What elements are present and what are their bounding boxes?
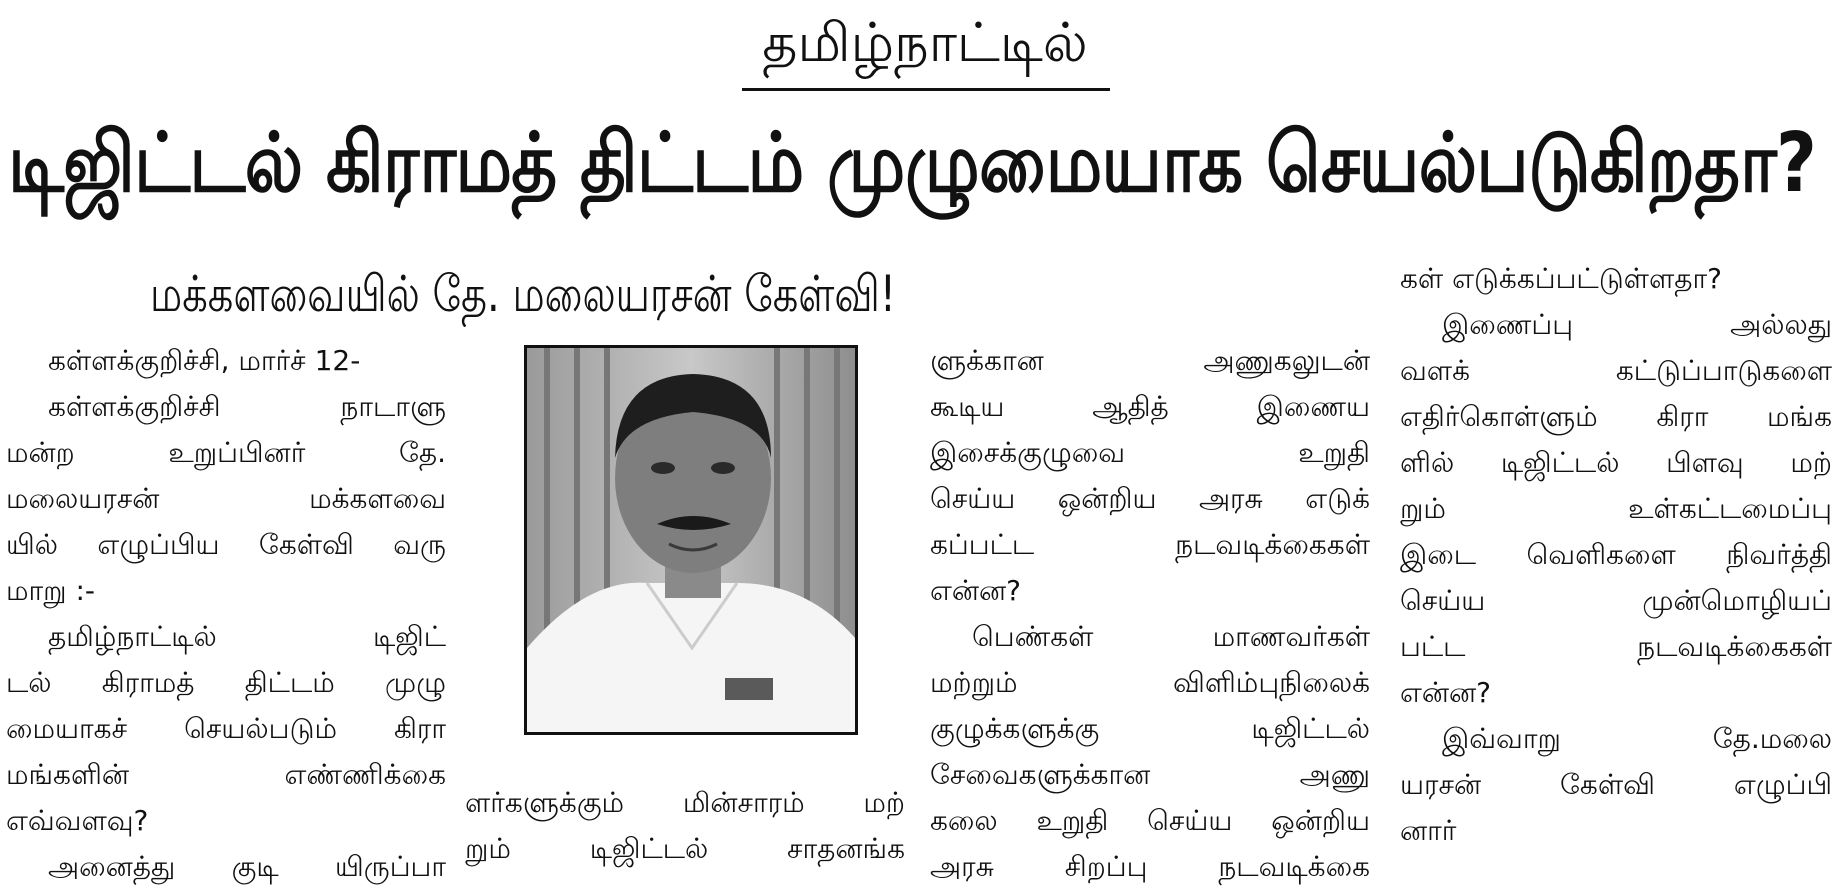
body-line: தமிழ்நாட்டில் டிஜிட் — [48, 620, 446, 653]
body-line: ளுக்கான அணுகலுடன் — [930, 344, 1370, 377]
body-line: செய்ய முன்மொழியப் — [1400, 584, 1832, 617]
body-line: யில் எழுப்பிய கேள்வி வரு — [6, 528, 446, 561]
body-line: என்ன? — [930, 574, 1022, 607]
body-line: கூடிய ஆதித் இணைய — [930, 390, 1370, 423]
body-line: கப்பட்ட நடவடிக்கைகள் — [930, 528, 1370, 561]
body-line: பட்ட நடவடிக்கைகள் — [1400, 630, 1832, 663]
body-line: இசைக்குழுவை உறுதி — [930, 436, 1370, 469]
body-line: இடை வெளிகளை நிவர்த்தி — [1400, 538, 1832, 571]
body-line: கள் எடுக்கப்பட்டுள்ளதா? — [1400, 262, 1722, 295]
body-line: கள்ளக்குறிச்சி நாடாளு — [48, 390, 446, 423]
headline: டிஜிட்டல் கிராமத் திட்டம் முழுமையாக செயல்படுகிறதா? — [8, 116, 1817, 211]
subheadline: மக்களவையில் தே. மலையரசன் கேள்வி! — [150, 265, 896, 323]
body-line: மங்களின் எண்ணிக்கை — [6, 758, 446, 791]
body-line: அரசு சிறப்பு நடவடிக்கை — [930, 850, 1370, 883]
article-column-2 — [465, 780, 905, 872]
body-line: எவ்வளவு? — [6, 804, 149, 837]
body-line: மன்ற உறுப்பினர் தே. — [6, 436, 446, 469]
dateline: கள்ளக்குறிச்சி, மார்ச் 12- — [48, 344, 361, 377]
body-line: மாறு :- — [6, 574, 96, 607]
body-line: ளில் டிஜிட்டல் பிளவு மற் — [1400, 446, 1832, 479]
portrait-image — [527, 348, 855, 732]
body-line: பெண்கள் மாணவர்கள் — [972, 620, 1370, 653]
body-line: அனைத்து குடி யிருப்பா — [48, 850, 446, 883]
article-column-4 — [1400, 256, 1832, 854]
body-line: மையாகச் செயல்படும் கிரா — [6, 712, 446, 745]
mp-photo — [524, 345, 858, 735]
body-line: எதிர்கொள்ளும் கிரா மங்க — [1400, 400, 1832, 433]
body-line: றும் டிஜிட்டல் சாதனங்க — [465, 832, 905, 865]
body-line: வளக் கட்டுப்பாடுகளை — [1400, 354, 1832, 387]
body-line: யரசன் கேள்வி எழுப்பி — [1400, 768, 1832, 801]
body-line: கலை உறுதி செய்ய ஒன்றிய — [930, 804, 1370, 837]
article-column-1 — [6, 338, 446, 890]
body-line: டல் கிராமத் திட்டம் முழு — [6, 666, 446, 699]
body-line: னார் — [1400, 814, 1457, 847]
kicker-title: தமிழ்நாட்டில் — [762, 11, 1088, 74]
body-line: இவ்வாறு தே.மலை — [1442, 722, 1832, 755]
body-line: குழுக்களுக்கு டிஜிட்டல் — [930, 712, 1370, 745]
body-line: மலையரசன் மக்களவை — [6, 482, 446, 515]
body-line: ளர்களுக்கும் மின்சாரம் மற் — [465, 786, 905, 819]
article-column-3 — [930, 338, 1370, 890]
body-line: செய்ய ஒன்றிய அரசு எடுக் — [930, 482, 1370, 515]
body-line: சேவைகளுக்கான அணு — [930, 758, 1370, 791]
kicker-underline — [742, 88, 1110, 91]
body-line: இணைப்பு அல்லது — [1442, 308, 1832, 341]
body-line: றும் உள்கட்டமைப்பு — [1400, 492, 1832, 525]
body-line: மற்றும் விளிம்புநிலைக் — [930, 666, 1370, 699]
body-line: என்ன? — [1400, 676, 1492, 709]
